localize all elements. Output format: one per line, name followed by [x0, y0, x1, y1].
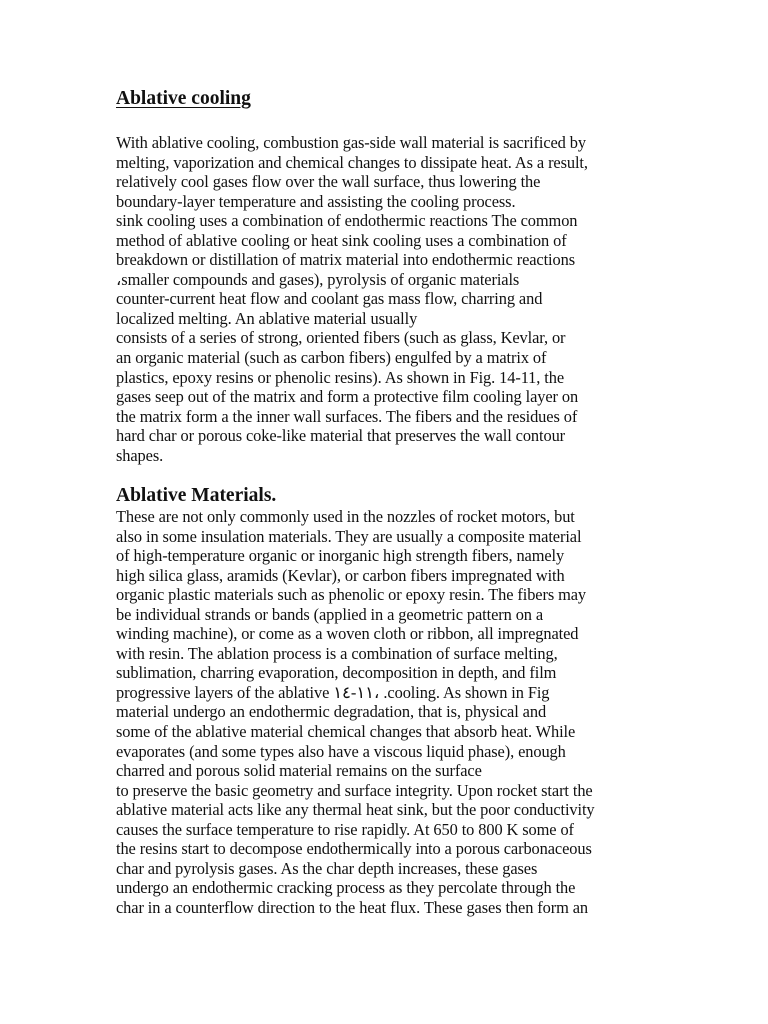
text-line: hard char or porous coke-like material that preserves the wall contour	[116, 426, 566, 446]
section-heading-ablative-cooling: Ablative cooling	[116, 88, 251, 109]
text-line: an organic material (such as carbon fibers) engulfed by a matrix of	[116, 348, 547, 368]
text-line: some of the ablative material chemical changes that absorb heat. While	[116, 722, 576, 742]
text-line: relatively cool gases flow over the wall surface, thus lowering the	[116, 172, 541, 192]
text-line: With ablative cooling, combustion gas-side wall material is sacrificed by	[116, 133, 586, 152]
text-line: shapes.	[116, 445, 164, 465]
text-line: counter-current heat flow and coolant gas mass flow, charring and	[116, 289, 543, 309]
text-line: localized melting. An ablative material usually	[116, 308, 418, 328]
text-line: to preserve the basic geometry and surface integrity. Upon rocket start the	[116, 780, 593, 800]
text-line: also in some insulation materials. They are usually a composite material	[116, 526, 582, 546]
text-line: high silica glass, aramids (Kevlar), or carbon fibers impregnated with	[116, 565, 565, 585]
text-line: ،smaller compounds and gases), pyrolysis of organic materials	[116, 269, 520, 289]
text-line: causes the surface temperature to rise rapidly. At 650 to 800 K some of	[116, 819, 574, 839]
text-line: These are not only commonly used in the nozzles of rocket motors, but	[116, 507, 575, 526]
paragraph-ablative-materials	[116, 507, 656, 917]
text-line: of high-temperature organic or inorganic high strength fibers, namely	[116, 546, 565, 566]
text-line: char in a counterflow direction to the heat flux. These gases then form an	[116, 897, 589, 917]
text-line: method of ablative cooling or heat sink cooling uses a combination of	[116, 230, 567, 250]
text-line: be individual strands or bands (applied in a geometric pattern on a	[116, 604, 544, 624]
text-line: plastics, epoxy resins or phenolic resins). As shown in Fig. 14-11, the	[116, 367, 564, 387]
text-line: consists of a series of strong, oriented fibers (such as glass, Kevlar, or	[116, 328, 566, 348]
paragraph-ablative-cooling	[116, 133, 656, 465]
text-line: melting, vaporization and chemical changes to dissipate heat. As a result,	[116, 152, 588, 172]
text-line: char and pyrolysis gases. As the char depth increases, these gases	[116, 858, 538, 878]
text-line: evaporates (and some types also have a viscous liquid phase), enough	[116, 741, 566, 761]
text-line: breakdown or distillation of matrix material into endothermic reactions	[116, 250, 575, 270]
text-line: the resins start to decompose endothermically into a porous carbonaceous	[116, 839, 592, 859]
text-line: sublimation, charring evaporation, decomposition in depth, and film	[116, 663, 557, 683]
text-line: sink cooling uses a combination of endothermic reactions The common	[116, 211, 578, 231]
text-line: gases seep out of the matrix and form a protective film cooling layer on	[116, 387, 579, 407]
text-line: undergo an endothermic cracking process as they percolate through the	[116, 878, 576, 898]
text-line: boundary-layer temperature and assisting the cooling process.	[116, 191, 516, 211]
text-line: organic plastic materials such as phenolic or epoxy resin. The fibers may	[116, 585, 587, 605]
section-heading-ablative-materials: Ablative Materials.	[116, 485, 277, 506]
text-line: progressive layers of the ablative ١١-١٤، .cooling. As shown in Fig	[116, 682, 550, 702]
text-line: ablative material acts like any thermal heat sink, but the poor conductivity	[116, 800, 595, 820]
text-line: material undergo an endothermic degradation, that is, physical and	[116, 702, 547, 722]
text-line: with resin. The ablation process is a combination of surface melting,	[116, 643, 558, 663]
text-line: winding machine), or come as a woven cloth or ribbon, all impregnated	[116, 624, 579, 644]
text-line: the matrix form a the inner wall surfaces. The fibers and the residues of	[116, 406, 578, 426]
text-line: charred and porous solid material remains on the surface	[116, 761, 482, 781]
